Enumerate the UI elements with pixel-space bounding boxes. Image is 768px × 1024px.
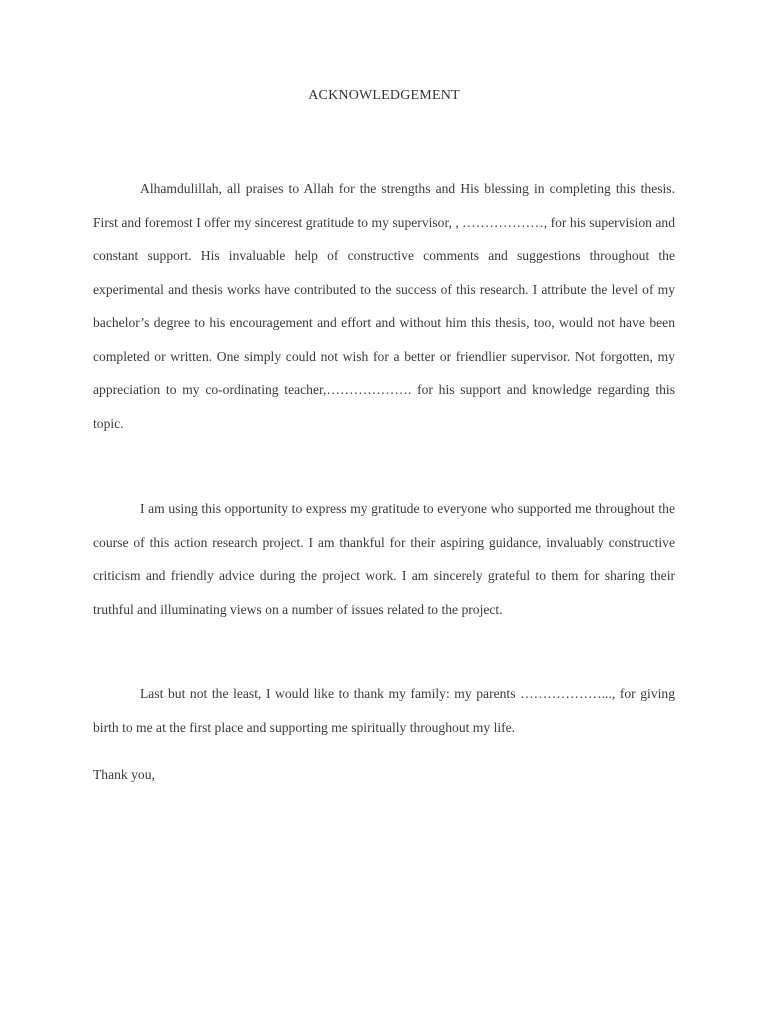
closing-line: Thank you, <box>93 767 155 782</box>
paragraph-block-2 <box>93 492 675 626</box>
paragraph-3: Last but not the least, I would like to thank my family: my parents ………………..., for giving birth to me at the first place and supporting me spiritually throughout my life. <box>93 686 675 735</box>
paragraph-block-3 <box>93 677 675 744</box>
paragraph-2: I am using this opportunity to express my gratitude to everyone who supported me throughout the course of this action research project. I am thankful for their aspiring guidance, invaluably constructive criticism and friendly advice during the project work. I am sincerely grateful to them for sharing their truthful and illuminating views on a number of issues related to the project. <box>93 501 675 617</box>
page-title: ACKNOWLEDGEMENT <box>308 88 460 103</box>
paragraph-1: Alhamdulillah, all praises to Allah for the strengths and His blessing in completing this thesis. First and foremost I offer my sincerest gratitude to my supervisor, , ………………, for his supervision and constant support. His invaluable help of constructive comments and suggestions throughout the experimental and thesis works have contributed to the success of this research. I attribute the level of my bachelor’s degree to his encouragement and effort and without him this thesis, too, would not have been completed or written. One simply could not wish for a better or friendlier supervisor. Not forgotten, my appreciation to my co-ordinating teacher,………………. for his support and knowledge regarding this topic. <box>93 181 675 431</box>
paragraph-block-1 <box>93 172 675 440</box>
